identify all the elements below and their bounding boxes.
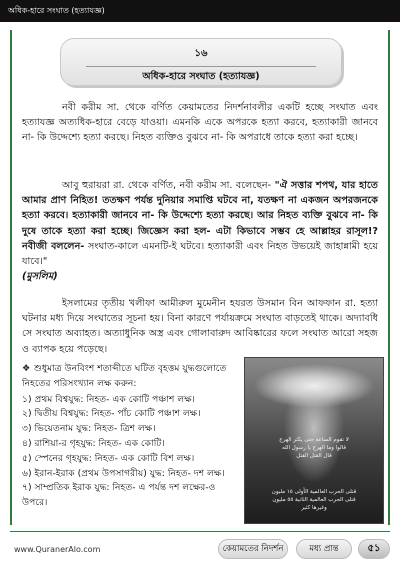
- paragraph-history: [22, 296, 378, 357]
- running-title: অধিক-হারে সংঘাত (হত্যাযজ্ঞ): [8, 5, 105, 15]
- diamond-bullet-icon: ❖: [22, 363, 31, 374]
- list-item: ৪) রাশিয়া-র গৃহযুদ্ধ: নিহত- এক কোটি।: [22, 437, 165, 449]
- war-casualty-list: [22, 362, 234, 511]
- chapter-title: অধিক-হারে সংঘাত (হত্যাযজ্ঞ): [142, 71, 260, 82]
- photo-text-line: قالوا وما الهرج يا رسول الله: [282, 445, 346, 451]
- list-intro-text: শুধুমাত্র উনবিংশ শতাব্দীতে ঘটিত বৃহত্তম যুদ্ধগুলোতে নিহতের পরিসংখ্যান লক্ষ করুন:: [22, 363, 227, 389]
- hadith-narrator: আবু হুরায়রা রা. থেকে বর্ণিত, নবী করীম সা. বলেছেন-: [62, 180, 272, 191]
- chapter-number: ১৬: [194, 48, 208, 59]
- chapter-heading-box: [60, 38, 342, 86]
- book-title-badge: কেয়ামতের নিদর্শন: [218, 539, 288, 559]
- photo-text-line: وغيرها كثير: [301, 505, 327, 511]
- paragraph-intro: [22, 100, 378, 146]
- photo-text-line: قتلى الحرب العالمية الأولى ١٥ مليون: [271, 489, 357, 495]
- paragraph-hadith: [22, 178, 378, 284]
- list-item: ৩) ভিয়েতনাম যুদ্ধ: নিহত- ত্রিশ লক্ষ।: [22, 423, 156, 435]
- page-number: ৫১: [358, 539, 390, 559]
- list-item: ২) দ্বিতীয় বিশ্বযুদ্ধ: নিহত- পাঁচ কোটি পঞ্চাশ লক্ষ।: [22, 408, 201, 420]
- chapter-divider: [86, 66, 316, 67]
- photo-text-line: قتلى الحرب العالمية الثانية ٥٥ مليون: [272, 497, 356, 503]
- running-header: [0, 0, 400, 22]
- paragraph-intro-text: নবী করীম সা. থেকে বর্ণিত কেয়ামতের নিদর্শনাবলীর একটি হচ্ছে সংঘাত এবং হত্যাযজ্ঞ অত্যধিক-হারে বেড়ে যাওয়া। এমনকি একে অপরকে হত্যা করবে, হত্যাকারী জানবে না- কি উদ্দেশ্যে হত্যা করছে। নিহত ব্যক্তিও বুঝবে না- কি অপরাধে তাকে হত্যা করা হচ্ছে।: [22, 102, 378, 144]
- hadith-quote: "ঐ সত্তার শপথ, যার হাতে আমার প্রাণ নিহিত! ততক্ষণ পর্যন্ত দুনিয়ার সমাপ্তি ঘটবে না, যতক্ষণ না একজন অপরজনকে হত্যা করবে। হত্যাকারী জানবে না- কি উদ্দেশ্যে হত্যা করছে। আর নিহত ব্যক্তি বুঝবে না- কি দুষে তাকে হত্যা করা হচ্ছে।: [22, 180, 378, 237]
- list-item: ৬) ইরান-ইরাক (প্রথম উপসাগরীয়) যুদ্ধ: নিহত- দশ লক্ষ।: [22, 467, 225, 479]
- mushroom-cloud-photo: [244, 357, 384, 524]
- hadith-question: জিজ্ঞেস করা হল- এটা কিভাবে সম্ভব হে আল্লাহর রাসূল!?: [137, 225, 378, 237]
- hadith-source: (মুসলিম): [22, 271, 58, 283]
- hadith-answer: সংঘাত-কালে এমনটি-ই ঘটবে। হত্যাকারী এবং নিহত উভয়েই জাহান্নামী হয়ে যাবে।": [22, 240, 378, 268]
- paragraph-history-text: ইসলামের তৃতীয় খলীফা আমীরুল মুমেনীন হযরত উসমান বিন আফফান রা. হত্যা ঘটনার মধ্য দিয়ে সংঘাতের সূচনা হয়। বিনা কারণে পর্যায়ক্রমে সংঘাত বাড়তেই থাকে। অদ্যাবধি সে সংঘাত অব্যাহত। অত্যাধুনিক অস্ত্র এবং গোলাবারুদ আবিষ্কারের ফলে সংঘাত আরো সহজ ও ব্যাপক হয়ে পড়েছে।: [22, 298, 378, 355]
- footer-divider: [10, 531, 390, 532]
- list-item: ৫) স্পেনের গৃহযুদ্ধ: নিহত- এক কোটি বিশ লক্ষ।: [22, 452, 195, 464]
- hadith-prophet-reply: নবীজী বললেন-: [22, 240, 85, 252]
- website-link[interactable]: www.QuranerAlo.com: [14, 545, 101, 554]
- photo-text-line: قال القتل القتل: [296, 453, 332, 459]
- list-intro: [22, 362, 234, 392]
- volume-badge: মধ্য প্রান্ত: [296, 539, 352, 559]
- list-item: ৭) সাম্প্রতিক ইরাক যুদ্ধ: নিহত- এ পর্যন্ত দশ লক্ষের-ও উপরে।: [22, 482, 216, 509]
- list-item: ১) প্রথম বিশ্বযুদ্ধ: নিহত- এক কোটি পঞ্চাশ লক্ষ।: [22, 393, 195, 405]
- photo-text-line: لا تقوم الساعة حتى يكثر الهرج: [279, 437, 349, 443]
